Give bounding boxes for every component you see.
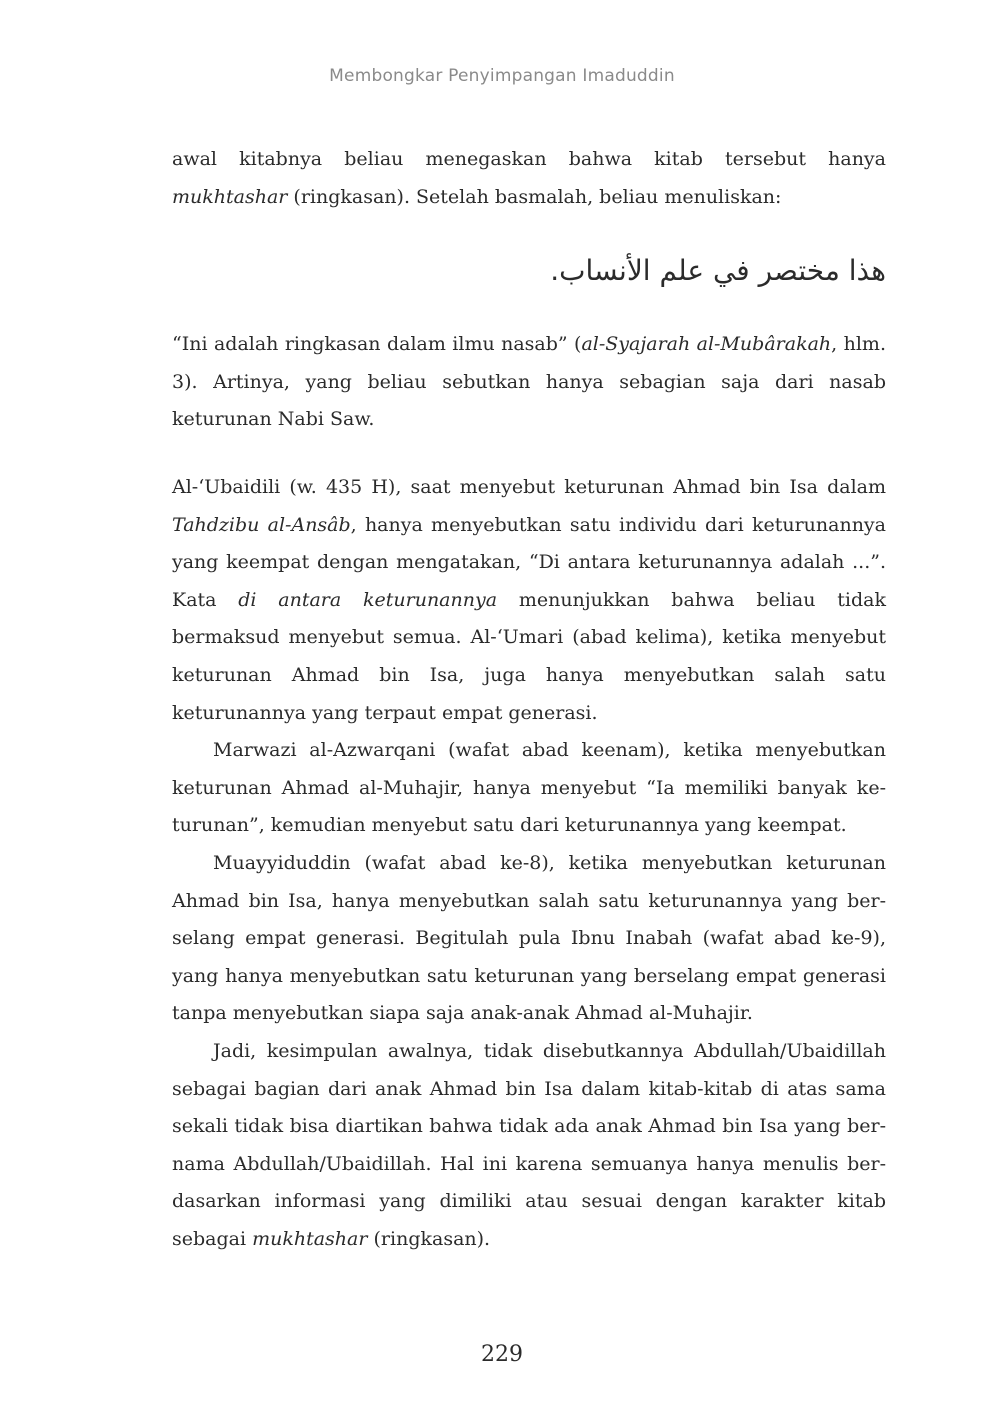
body-section: [172, 469, 886, 1258]
italic-term: mukhtashar: [172, 185, 288, 208]
text-run: (ringkasan). Setelah basmalah, beliau menuliskan:: [287, 185, 782, 208]
book-title: Tahdzibu al-Ansâb: [172, 513, 351, 536]
text-run: “Ini adalah ringkasan dalam ilmu nasab” (: [172, 333, 582, 355]
text-run: Al-‘Ubaidili (w. 435 H), saat menyebut keturunan Ahmad bin Isa dalam: [172, 476, 886, 498]
paragraph-ubaidili: [172, 469, 886, 732]
paragraph-intro: [172, 141, 886, 216]
text-run: Jadi, kesimpulan awalnya, tidak disebutkannya Abdullah/Ubaidillah sebagai bagian dari anak Ahmad bin Isa dalam kitab-kitab di atas sama sekali tidak bisa diartikan bahwa tidak ada anak Ahmad bin Isa yang bernama Abdullah/Ubaidillah. Hal ini karena semuanya hanya menulis berdasarkan informasi yang dimiliki atau sesuai dengan karakter kitab sebagai: [172, 1039, 886, 1250]
text-run: menunjukkan bahwa beliau tidak bermaksud menyebut semua. Al-‘Umari (abad kelima), ketika menyebut keturunan Ahmad bin Isa, juga hanya menyebutkan salah satu keturunannya yang terpaut empat generasi.: [172, 588, 886, 724]
page-number: 229: [481, 1342, 523, 1367]
text-run: , hanya menyebutkan satu individu dari keturunannya yang keempat dengan mengatakan, “Di antara keturunannya adalah ...”. Kata: [172, 513, 886, 611]
italic-phrase: di antara keturunannya: [238, 588, 498, 611]
text-run: , hlm. 3). Artinya, yang beliau sebutkan hanya sebagian saja dari nasab keturunan Nabi Saw.: [172, 333, 886, 431]
paragraph-translation: [172, 326, 886, 439]
paragraph-conclusion: [172, 1033, 886, 1259]
text-run: awal kitabnya beliau menegaskan bahwa kitab tersebut hanya: [172, 148, 886, 170]
paragraph-muayyiduddin: Muayyiduddin (wafat abad ke-8), ketika menyebutkan keturunan Ahmad bin Isa, hanya menyebutkan salah satu keturunannya yang berselang empat generasi. Begitulah pula Ibnu Inabah (wafat abad ke-9), yang hanya menyebutkan satu keturunan yang berselang empat generasi tanpa menyebutkan siapa saja anak-anak Ahmad al-Muhajir.: [172, 851, 886, 1025]
italic-term: mukhtashar: [252, 1227, 368, 1250]
running-header: Membongkar Penyimpangan Imaduddin: [329, 66, 675, 86]
arabic-quote: هذا مختصر في علم الأنساب.: [550, 254, 886, 287]
paragraph-marwazi: Marwazi al-Azwarqani (wafat abad keenam), ketika menyebutkan keturunan Ahmad al-Muhajir, hanya menyebut “Ia memiliki banyak keturunan”, kemudian menyebut satu dari keturunannya yang keempat.: [172, 739, 886, 837]
book-title: al-Syajarah al-Mubârakah: [581, 333, 832, 355]
text-run: (ringkasan).: [367, 1227, 491, 1250]
